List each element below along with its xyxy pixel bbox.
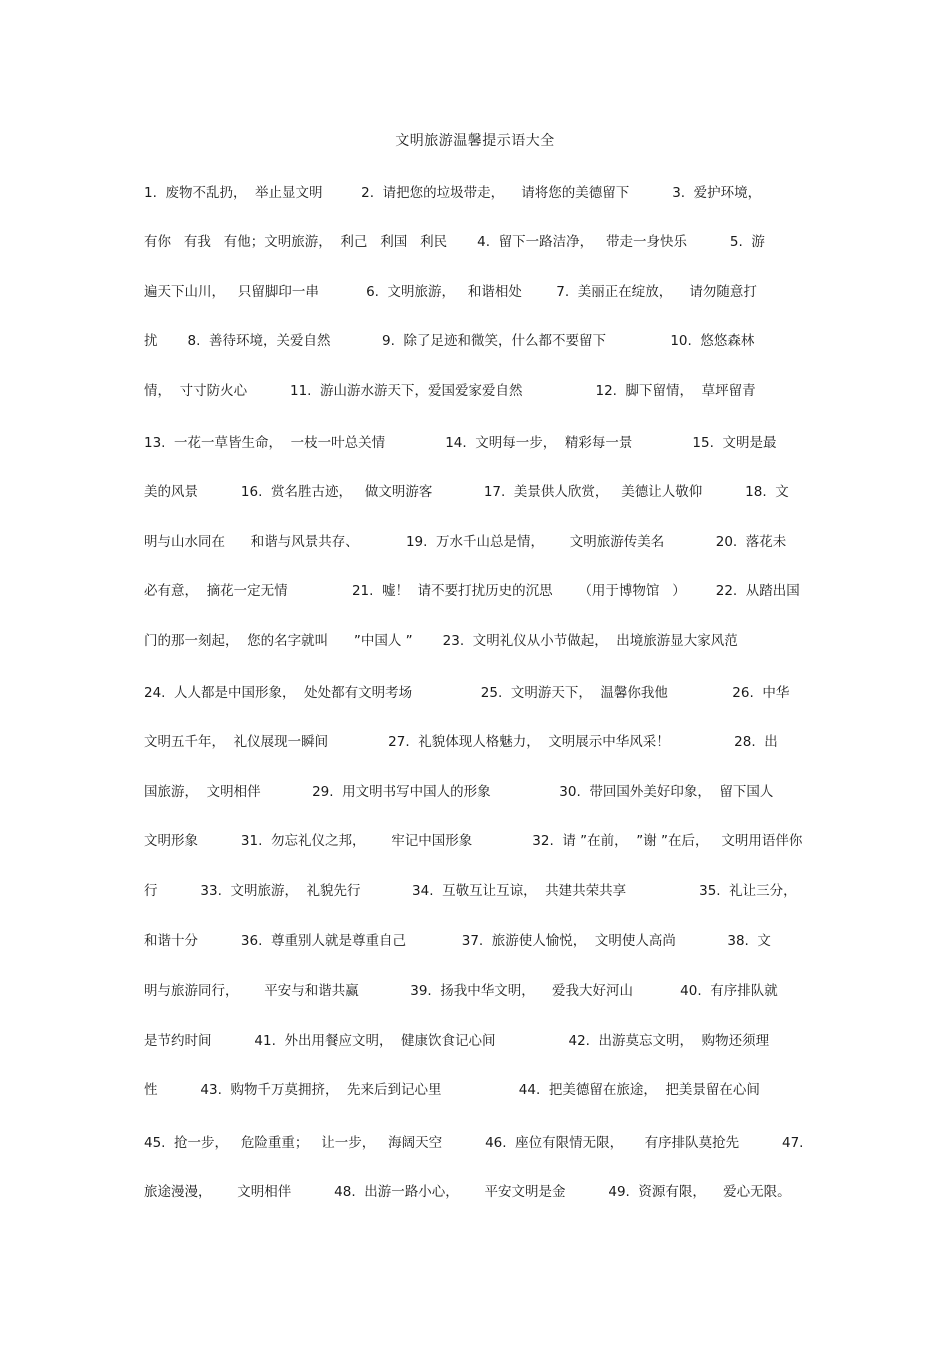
text-line: 文明五千年， 礼仪展现一瞬间 27. 礼貌体现人格魅力， 文明展示中华风采！ 28. 出 <box>144 734 778 750</box>
text-line: 国旅游， 文明相伴 29. 用文明书写中国人的形象 30. 带回国外美好印象， 留下国人 <box>144 784 774 800</box>
text-line: 旅途漫漫， 文明相伴 48. 出游一路小心， 平安文明是金 49. 资源有限， 爱心无限。 <box>144 1184 791 1200</box>
text-line: 门的那一刻起， 您的名字就叫 ”中国人 ” 23. 文明礼仪从小节做起， 出境旅游显大家风范 <box>144 633 738 649</box>
document-title: 文明旅游温馨提示语大全 <box>395 133 555 149</box>
text-line: 和谐十分 36. 尊重别人就是尊重自己 37. 旅游使人愉悦， 文明使人高尚 38. 文 <box>144 933 771 949</box>
text-line: 美的风景 16. 赏名胜古迹， 做文明游客 17. 美景供人欣赏， 美德让人敬仰 18. 文 <box>144 484 789 500</box>
text-line: 情， 寸寸防火心 11. 游山游水游天下，爱国爱家爱自然 12. 脚下留情， 草坪留青 <box>144 383 756 399</box>
text-line: 性 43. 购物千万莫拥挤， 先来后到记心里 44. 把美德留在旅途， 把美景留在心间 <box>144 1082 760 1098</box>
text-line: 遍天下山川， 只留脚印一串 6. 文明旅游， 和谐相处 7. 美丽正在绽放， 请勿随意打 <box>144 284 757 300</box>
text-line: 必有意， 摘花一定无情 21. 嘘！ 请不要打扰历史的沉思 （用于博物馆 ） 22. 从踏出国 <box>144 583 800 599</box>
text-line: 24. 人人都是中国形象， 处处都有文明考场 25. 文明游天下， 温馨你我他 26. 中华 <box>144 685 790 701</box>
text-line: 是节约时间 41. 外出用餐应文明， 健康饮食记心间 42. 出游莫忘文明， 购物还须理 <box>144 1033 770 1049</box>
text-line: 文明形象 31. 勿忘礼仪之邦， 牢记中国形象 32. 请 ”在前， ”谢 ”在后， 文明用语伴你 <box>144 833 803 849</box>
text-line: 1. 废物不乱扔， 举止显文明 2. 请把您的垃圾带走， 请将您的美德留下 3. 爱护环境， <box>144 185 762 201</box>
text-line: 有你 有我 有他；文明旅游， 利己 利国 利民 4. 留下一路洁净， 带走一身快乐 5. 游 <box>144 234 765 250</box>
text-line: 扰 8. 善待环境，关爱自然 9. 除了足迹和微笑，什么都不要留下 10. 悠悠森林 <box>144 333 755 349</box>
text-line: 45. 抢一步， 危险重重； 让一步， 海阔天空 46. 座位有限情无限， 有序排队莫抢先 47. <box>144 1135 804 1151</box>
text-line: 明与旅游同行， 平安与和谐共赢 39. 扬我中华文明， 爱我大好河山 40. 有序排队就 <box>144 983 778 999</box>
text-line: 明与山水同在 和谐与风景共存、 19. 万水千山总是情， 文明旅游传美名 20. 落花未 <box>144 534 787 550</box>
text-line: 行 33. 文明旅游， 礼貌先行 34. 互敬互让互谅， 共建共荣共享 35. 礼让三分， <box>144 883 797 899</box>
text-line: 13. 一花一草皆生命， 一枝一叶总关情 14. 文明每一步， 精彩每一景 15. 文明是最 <box>144 435 777 451</box>
